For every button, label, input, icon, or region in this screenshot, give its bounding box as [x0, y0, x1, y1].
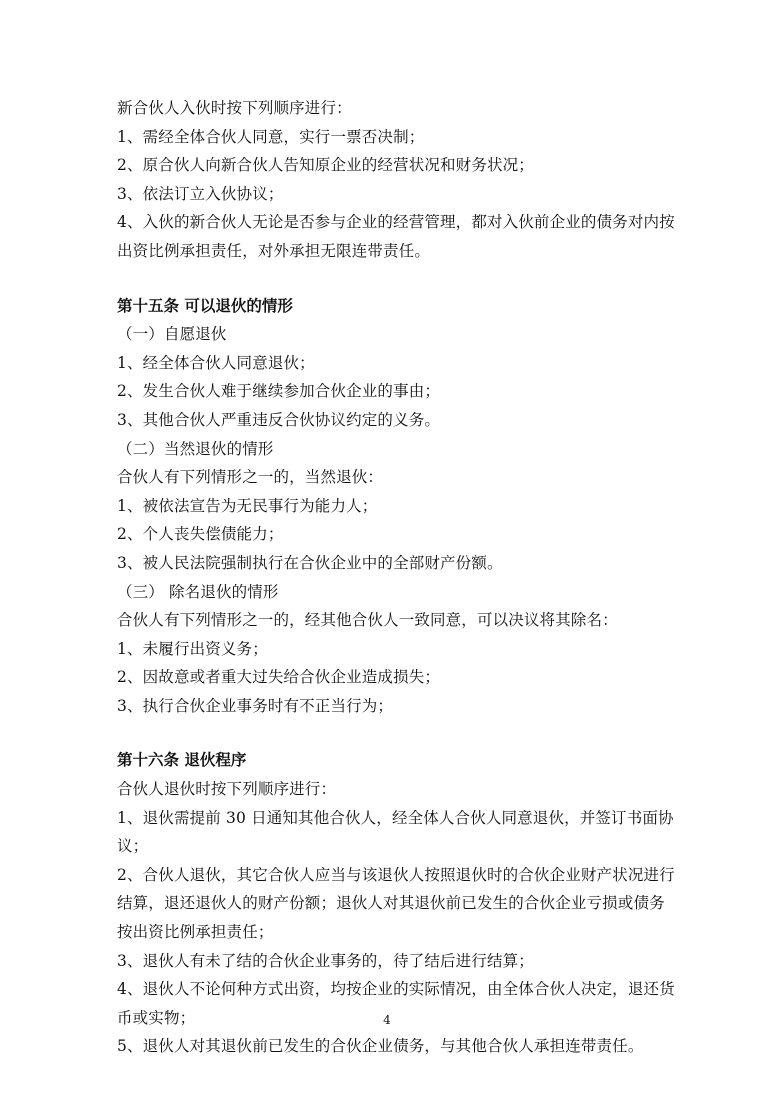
voluntary-item-2: 2、发生合伙人难于继续参加合伙企业的事由； [117, 382, 441, 401]
admission-item-3: 3、依法订立入伙协议； [117, 184, 284, 203]
article-16-title: 第十六条 退伙程序 [117, 751, 247, 770]
voluntary-item-3: 3、其他合伙人严重违反合伙协议约定的义务。 [117, 410, 441, 429]
withdrawal-item-3: 3、退伙人有未了结的合伙企业事务的，待了结后进行结算； [117, 951, 534, 970]
withdrawal-item-4: 4、退伙人不论何种方式出资，均按企业的实际情况，由全体合伙人决定，退还货币或实物； [117, 980, 675, 1027]
expulsion-item-1: 1、未履行出资义务； [117, 639, 268, 658]
automatic-lead: 合伙人有下列情形之一的，当然退伙： [117, 468, 384, 487]
admission-item-1: 1、需经全体合伙人同意，实行一票否决制； [117, 127, 425, 146]
automatic-item-2: 2、个人丧失偿债能力； [117, 525, 284, 544]
expulsion-subtitle: （三） 除名退伙的情形 [117, 582, 279, 601]
expulsion-lead: 合伙人有下列情形之一的，经其他合伙人一致同意，可以决议将其除名： [117, 611, 618, 630]
automatic-item-1: 1、被依法宣告为无民事行为能力人； [117, 496, 378, 515]
voluntary-item-1: 1、经全体合伙人同意退伙； [117, 353, 315, 372]
automatic-item-3: 3、被人民法院强制执行在合伙企业中的全部财产份额。 [117, 553, 503, 572]
withdrawal-item-1: 1、退伙需提前 30 日通知其他合伙人，经全体人合伙人同意退伙，并签订书面协议； [117, 808, 674, 856]
article-15 [117, 292, 677, 721]
admission-item-4: 4、入伙的新合伙人无论是否参与企业的经营管理，都对入伙前企业的债务对内按出资比例承担责任，对外承担无限连带责任。 [117, 213, 675, 260]
withdrawal-lead: 合伙人退伙时按下列顺序进行： [117, 780, 337, 799]
expulsion-item-2: 2、因故意或者重大过失给合伙企业造成损失； [117, 668, 441, 687]
voluntary-subtitle: （一）自愿退伙 [117, 325, 227, 344]
admission-lead: 新合伙人入伙时按下列顺序进行： [117, 99, 352, 117]
admission-section [117, 94, 677, 266]
page-number: 4 [383, 1013, 391, 1027]
withdrawal-item-2: 2、合伙人退伙，其它合伙人应当与该退伙人按照退伙时的合伙企业财产状况进行结算，退还退伙人的财产份额；退伙人对其退伙前已发生的合伙企业亏损或债务按出资比例承担责任； [117, 865, 675, 942]
document-page [117, 94, 677, 1061]
expulsion-item-3: 3、执行合伙企业事务时有不正当行为； [117, 696, 394, 715]
article-15-title: 第十五条 可以退伙的情形 [117, 296, 293, 315]
section-gap [117, 720, 677, 746]
withdrawal-item-5: 5、退伙人对其退伙前已发生的合伙企业债务，与其他合伙人承担连带责任。 [117, 1037, 644, 1056]
admission-item-2: 2、原合伙人向新合伙人告知原企业的经营状况和财务状况； [117, 156, 534, 175]
section-gap [117, 266, 677, 292]
automatic-subtitle: （二）当然退伙的情形 [117, 439, 274, 458]
